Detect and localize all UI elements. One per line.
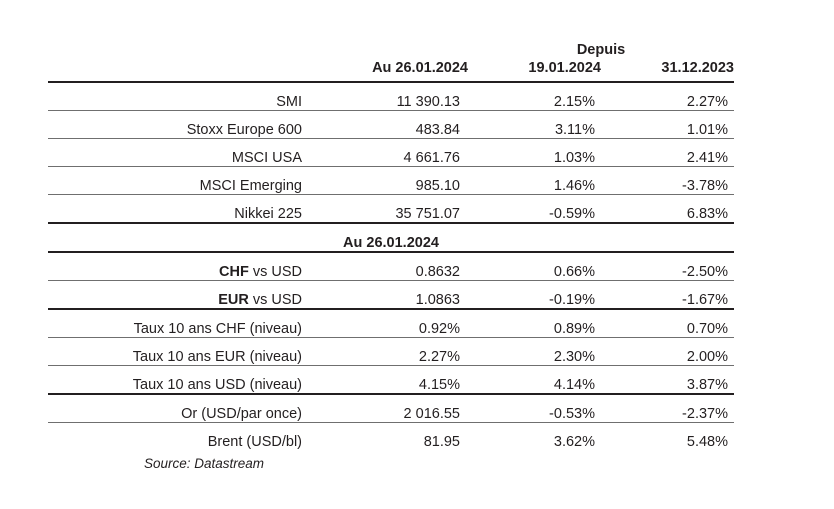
row-label-suffix: vs USD xyxy=(248,292,302,308)
table-row xyxy=(48,395,734,423)
row-label: MSCI Emerging xyxy=(199,178,302,194)
row-label: Taux 10 ans USD (niveau) xyxy=(132,377,302,393)
row-label-currency: EUR xyxy=(218,292,249,308)
row-level: 483.84 xyxy=(415,122,460,138)
row-since-year: 1.01% xyxy=(686,122,728,138)
row-level: 11 390.13 xyxy=(396,94,460,110)
row-since-week: 2.30% xyxy=(553,349,595,365)
row-level: 4 661.76 xyxy=(403,150,460,166)
row-level: 2.27% xyxy=(418,349,460,365)
column-header-label xyxy=(48,60,320,82)
table-row xyxy=(48,167,734,195)
market-data-table xyxy=(48,36,734,450)
row-label: Nikkei 225 xyxy=(234,206,302,222)
row-since-week: 0.66% xyxy=(553,264,595,280)
table-row xyxy=(48,281,734,309)
table-row xyxy=(48,253,734,281)
row-label: Brent (USD/bl) xyxy=(207,434,302,450)
row-label xyxy=(48,281,320,309)
row-since-year: 0.70% xyxy=(686,321,728,337)
row-since-week: -0.53% xyxy=(549,406,595,422)
table-row xyxy=(48,195,734,223)
row-level: 2 016.55 xyxy=(403,406,460,422)
row-since-year: 6.83% xyxy=(686,206,728,222)
row-label: MSCI USA xyxy=(231,150,302,166)
group-header-blank-2 xyxy=(320,36,468,60)
row-level: 35 751.07 xyxy=(395,206,460,222)
table-row xyxy=(48,338,734,366)
row-label: Taux 10 ans CHF (niveau) xyxy=(133,321,302,337)
group-header-row xyxy=(48,36,734,60)
column-header-level: Au 26.01.2024 xyxy=(372,60,468,76)
row-since-year: 2.27% xyxy=(686,94,728,110)
row-since-year: 5.48% xyxy=(686,434,728,450)
row-level: 985.10 xyxy=(415,178,460,194)
row-since-week: 1.46% xyxy=(553,178,595,194)
table-row xyxy=(48,423,734,450)
section-header-row xyxy=(48,224,734,252)
row-since-week: -0.59% xyxy=(549,206,595,222)
row-label: Stoxx Europe 600 xyxy=(186,122,302,138)
column-header-row xyxy=(48,60,734,82)
row-since-week: 3.62% xyxy=(553,434,595,450)
row-since-week: 0.89% xyxy=(553,321,595,337)
row-label: SMI xyxy=(276,94,302,110)
row-level: 81.95 xyxy=(423,434,460,450)
row-since-year: 2.00% xyxy=(686,349,728,365)
row-level: 0.8632 xyxy=(415,264,460,280)
column-header-since-year: 31.12.2023 xyxy=(661,60,734,76)
group-header-depuis: Depuis xyxy=(576,42,626,58)
row-since-year: -2.50% xyxy=(682,264,728,280)
table-row xyxy=(48,139,734,167)
row-since-week: 3.11% xyxy=(554,122,595,138)
table-row xyxy=(48,83,734,111)
row-since-year: 2.41% xyxy=(686,150,728,166)
column-header-since-week: 19.01.2024 xyxy=(528,60,601,76)
row-since-week: -0.19% xyxy=(549,292,595,308)
table-row xyxy=(48,111,734,139)
row-label xyxy=(48,253,320,281)
row-since-year: -2.37% xyxy=(682,406,728,422)
row-label: Or (USD/par once) xyxy=(181,406,302,422)
row-since-week: 4.14% xyxy=(553,377,595,393)
row-level: 0.92% xyxy=(418,321,460,337)
row-since-year: -1.67% xyxy=(682,292,728,308)
group-header-blank xyxy=(48,36,320,60)
section-header-date: Au 26.01.2024 xyxy=(343,235,439,251)
row-label-currency: CHF xyxy=(219,264,249,280)
row-since-week: 2.15% xyxy=(553,94,595,110)
table-row xyxy=(48,366,734,394)
table-row xyxy=(48,310,734,338)
row-since-year: 3.87% xyxy=(686,377,728,393)
row-label: Taux 10 ans EUR (niveau) xyxy=(132,349,302,365)
row-level: 1.0863 xyxy=(415,292,460,308)
row-since-week: 1.03% xyxy=(553,150,595,166)
row-level: 4.15% xyxy=(418,377,460,393)
row-since-year: -3.78% xyxy=(682,178,728,194)
row-label-suffix: vs USD xyxy=(248,264,302,280)
source-note: Source: Datastream xyxy=(144,456,265,471)
